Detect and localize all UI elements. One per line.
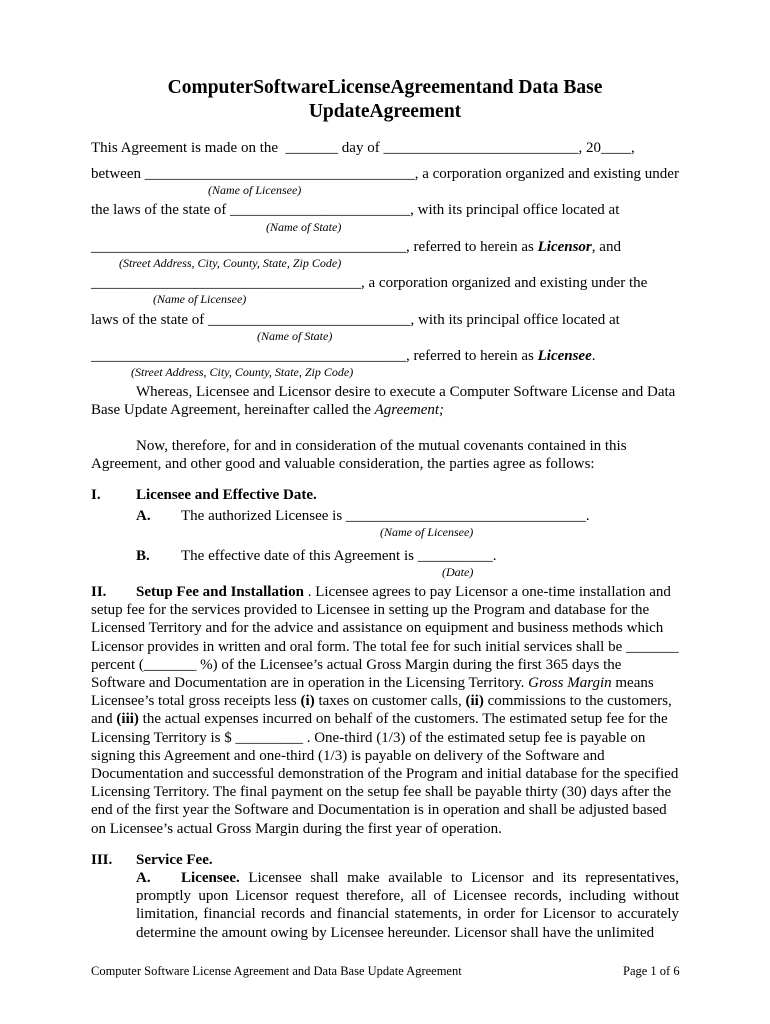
caption-name-of-state-2: (Name of State) [257,329,333,343]
intro-line-licensee-2: ____________________________________, a corporation organized and existing under the [91,275,648,291]
section-1-heading: Licensee and Effective Date. [136,487,317,503]
section-1a-label: A. [136,508,151,524]
caption-street-address: (Street Address, City, County, State, Zip Code) [119,256,342,270]
licensor-address-text: __________________________________________, referred to herein as [91,239,538,255]
licensee-address-end: . [591,348,596,364]
section-2-heading: Setup Fee and Installation [136,584,304,600]
intro-line-licensee-address [91,347,596,365]
roman-iii: (iii) [116,711,139,728]
licensor-term: Licensor [537,239,592,255]
intro-line-date: This Agreement is made on the _______ day of __________________________, 20____, [91,140,635,156]
title-line-1: ComputerSoftwareLicenseAgreementand Data Base [167,77,603,98]
intro-line-licensee: between ____________________________________, a corporation organized and existing under [91,166,679,182]
agreement-term: Agreement; [374,402,445,419]
caption-name-of-licensee: (Name of Licensee) [208,183,302,197]
section-2-text-4: commissions to the customers, and [91,693,672,728]
document-title [0,76,770,124]
section-3-heading: Service Fee. [136,852,213,868]
caption-date: (Date) [442,565,474,579]
intro-line-licensor-address [91,238,621,256]
section-2-text-5: the actual expenses incurred on behalf of the customers. The estimated setup fee for the Licensing Territory is $ _________ . One-third (1/3) of the estimated setup fee is payable on signing this Agreement and one-third (1/3) is payable on delivery of the Software and Documentation and successful demonstration of the Program and initial database for the specified Licensing Territory. The final payment on the setup fee shall be payable thirty (30) days after the end of the first year the Software and Documentation is in operation and shall be adjusted based on Licensee’s actual Gross Margin during the first year of operation. [91,711,679,837]
section-1b-text: The effective date of this Agreement is __________. [181,548,497,564]
caption-authorized-licensee: (Name of Licensee) [380,525,474,539]
caption-street-address-2: (Street Address, City, County, State, Zip Code) [131,365,354,379]
roman-ii: (ii) [465,693,484,710]
intro-line-state: the laws of the state of ________________________, with its principal office located at [91,202,620,218]
caption-name-of-state: (Name of State) [266,220,342,234]
section-3a-paragraph [136,869,679,942]
section-1-number: I. [91,487,101,503]
licensor-address-end: , and [591,239,621,255]
caption-name-of-licensee-2: (Name of Licensee) [153,292,247,306]
roman-i: (i) [300,693,315,710]
section-2-number: II. [91,584,107,600]
footer-document-title: Computer Software License Agreement and Data Base Update Agreement [91,964,462,978]
section-3a-lead: Licensee. [181,870,240,886]
licensee-address-text: __________________________________________, referred to herein as [91,348,538,364]
intro-line-state-2: laws of the state of ___________________________, with its principal office located at [91,312,620,328]
section-2-text-1: . Licensee agrees to pay Licensor a one-time installation and setup fee for the services provided to Licensee in setting up the Program and database for the Licensed Territory and for the advice and assistance on equipment and business methods which Licensor provides in written and oral form. The total fee for such initial services shall be _______ percent (_______ %) of the Licensee’s actual Gross Margin during the first 365 days the Software and Documentation are in operation in the Licensing Territory. [91,584,679,692]
section-1b-label: B. [136,548,150,564]
footer-page-number: Page 1 of 6 [623,964,680,978]
section-3a-label: A. [136,870,151,886]
section-2-paragraph [91,583,679,838]
now-therefore-paragraph [91,437,679,473]
section-1a-text: The authorized Licensee is ________________________________. [181,508,590,524]
whereas-paragraph [91,383,679,419]
gross-margin-term: Gross Margin [528,675,612,692]
section-2-text-2: means Licensee’s total gross receipts less [91,675,654,710]
section-3a-text: Licensee shall make available to Licensor and its representatives, promptly upon Licensor request therefore, all of Licensee records, including without limitation, financial records and financial statements, in order for Licensor to accurately determine the amount owing by Licensee hereunder. Licensor shall have the unlimited [136,870,679,941]
licensee-term: Licensee [537,348,592,364]
section-3-number: III. [91,852,113,868]
section-2-text-3: taxes on customer calls, [314,693,466,710]
whereas-text: Whereas, Licensee and Licensor desire to execute a Computer Software License and Data Base Update Agreement, hereinafter called the [91,384,676,419]
title-line-2: UpdateAgreement [308,101,462,122]
now-therefore-text: Now, therefore, for and in consideration of the mutual covenants contained in this Agreement, and other good and valuable consideration, the parties agree as follows: [91,438,627,473]
